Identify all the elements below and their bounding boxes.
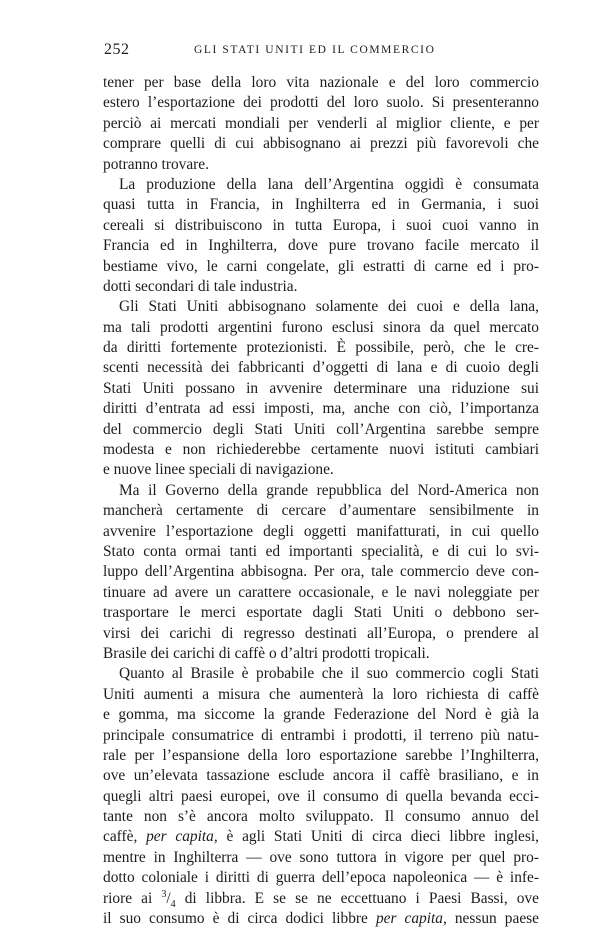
text-line: Uniti aumenti a misura che aumenterà la loro richiesta di caffè — [103, 685, 539, 703]
text-line: potranno trovare. — [103, 155, 209, 173]
text-line: quegli altri paesi europei, ove il consumo di quella bevanda ecci- — [103, 787, 539, 805]
text-line: avvenire l’esportazione degli oggetti manifatturati, in cui quello — [103, 522, 539, 540]
text-line: diritti d’entrata ad essi imposti, ma, anche con ciò, l’importanza — [103, 400, 539, 418]
page-number: 252 — [104, 41, 130, 58]
text-line: cereali si distribuiscono in tutta Europa, i suoi cuoi vanno in — [103, 216, 539, 234]
text-line: da diritti fortemente protezionisti. È possibile, però, che le cre- — [103, 339, 539, 357]
paragraph-2 — [103, 175, 539, 297]
text-line: Stato conta ormai tanti ed importanti specialità, e di cui lo svi- — [103, 542, 539, 560]
text-line: scenti necessità dei fabbricanti d’oggetti di lana e di cuoio degli — [103, 359, 539, 377]
paragraph-3 — [103, 297, 539, 481]
text-segment: il suo consumo è di circa dodici libbre — [103, 910, 376, 928]
text-line — [103, 909, 539, 929]
paragraph-5 — [103, 664, 539, 929]
paragraph-1 — [103, 73, 539, 175]
body-text — [103, 73, 539, 929]
fraction-numerator: 3 — [161, 888, 167, 900]
text-line: Francia ed in Inghilterra, dove pure trovano facile mercato il — [103, 237, 539, 255]
text-line: del commercio degli Stati Uniti coll’Argentina sarebbe sempre — [103, 420, 539, 438]
text-line: e gomma, ma siccome la grande Federazione del Nord è già la — [103, 706, 539, 724]
text-line: bestiame vivo, le carni congelate, gli estratti di carne ed i pro- — [103, 257, 539, 275]
text-line: riore ai $^3/_4$ di libbra. E se se ne eccettuano i Paesi Bassi, ove — [103, 888, 539, 910]
text-line: trasportare le merci esportate dagli Stati Uniti o debbono ser- — [103, 604, 539, 622]
text-line: Stati Uniti possano in avvenire determinare una riduzione sui — [103, 379, 539, 397]
text-line: ove un’elevata tassazione esclude ancora il caffè brasiliano, e in — [103, 767, 539, 785]
text-segment: di libbra. E se se ne eccettuano i Paesi Bassi, ove — [175, 889, 539, 907]
text-line: tinuare ad avere un carattere occasionale, e le navi noleggiate per — [103, 583, 539, 601]
paragraph-4 — [103, 481, 539, 665]
text-line: Gli Stati Uniti abbisognano solamente dei cuoi e della lana, — [119, 298, 539, 316]
text-line: estero l’esportazione dei prodotti del loro suolo. Si presenteranno — [103, 94, 539, 112]
text-line — [103, 827, 539, 847]
text-segment: , nessun paese — [442, 910, 539, 928]
text-line: La produzione della lana dell’Argentina oggidì è consumata — [119, 175, 539, 193]
text-line: tener per base della loro vita nazionale e del loro commercio — [103, 74, 539, 91]
italic-term: per capita — [375, 910, 443, 928]
running-title: GLI STATI UNITI ED IL COMMERCIO — [194, 44, 436, 56]
text-line: e nuove linee speciali di navigazione. — [103, 461, 334, 479]
text-line: principale consumatrice di entrambi i prodotti, il terreno più natu- — [103, 726, 539, 744]
text-line: comprare quelli di cui abbisognano ai prezzi più favorevoli che — [103, 135, 539, 153]
text-line: Ma il Governo della grande repubblica del Nord-America non — [119, 481, 539, 499]
text-segment: riore ai — [103, 889, 162, 907]
text-segment: caffè, — [103, 828, 147, 846]
text-line: luppo dell’Argentina abbisogna. Per ora, tale commercio deve con- — [103, 563, 539, 581]
text-line: modesta e non richiederebbe certamente nuovi istituti cambiari — [103, 441, 539, 459]
text-line: mentre in Inghilterra — ove sono tuttora in vigore per quel pro- — [103, 848, 539, 866]
page-header — [104, 41, 538, 61]
text-line: tante non s’è ancora molto sviluppato. Il consumo annuo del — [103, 808, 539, 826]
text-line: rale per l’espansione della loro esportazione sarebbe l’Inghilterra, — [103, 746, 539, 764]
text-line: ma tali prodotti argentini furono esclusi sinora da quel mercato — [103, 318, 539, 336]
text-line: mancherà certamente di cercare d’aumentare sensibilmente in — [103, 502, 539, 520]
italic-term: per capita — [146, 828, 214, 846]
text-line: perciò ai mercati mondiali per venderli al miglior cliente, e per — [103, 114, 539, 132]
text-line: dotto coloniale i diritti di guerra dell’epoca napoleonica — è infe- — [103, 869, 539, 887]
text-line: dotti secondari di tale industria. — [103, 277, 298, 295]
text-segment: , è agli Stati Uniti di circa dieci libbre inglesi, — [213, 828, 539, 846]
fraction-denominator: 4 — [170, 898, 176, 910]
text-line: Quanto al Brasile è probabile che il suo commercio cogli Stati — [119, 665, 539, 683]
text-line: virsi dei carichi di regresso destinati all’Europa, o prendere al — [103, 624, 539, 642]
text-line: Brasile dei carichi di caffè o d’altri prodotti tropicali. — [103, 644, 430, 662]
text-line: quasi tutta in Francia, in Inghilterra ed in Germania, i suoi — [103, 196, 539, 214]
